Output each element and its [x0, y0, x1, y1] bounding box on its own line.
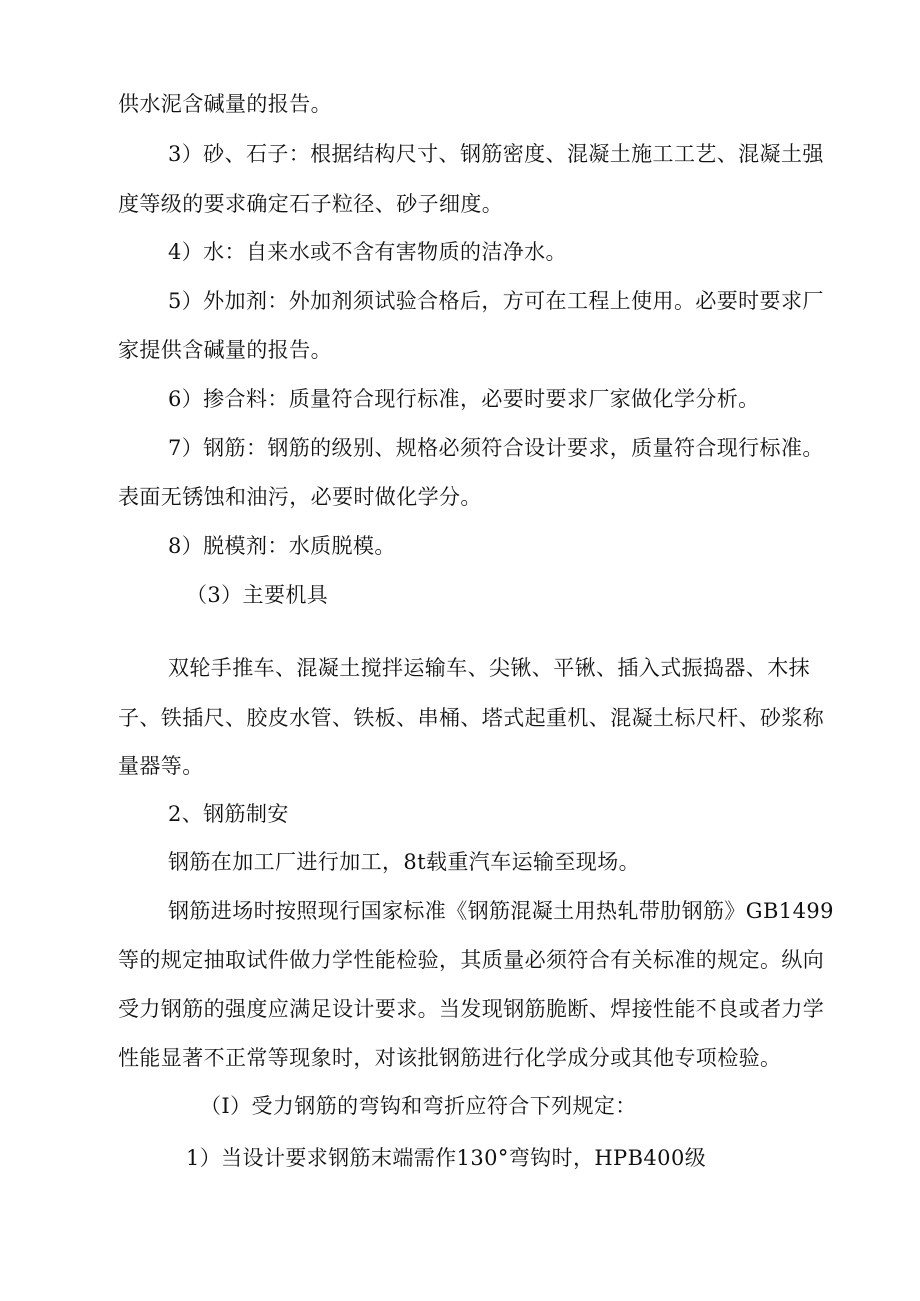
- text-line: 5）外加剂：外加剂须试验合格后，方可在工程上使用。必要时要求厂: [168, 289, 824, 313]
- text-line: 度等级的要求确定石子粒径、砂子细度。: [118, 192, 504, 216]
- text-line: 3）砂、石子：根据结构尺寸、钢筋密度、混凝土施工工艺、混凝土强: [168, 142, 824, 166]
- text-line: 性能显著不正常等现象时，对该批钢筋进行化学成分或其他专项检验。: [118, 1046, 782, 1070]
- text-line: 4）水：自来水或不含有害物质的洁净水。: [168, 240, 567, 264]
- text-line: 等的规定抽取试件做力学性能检验，其质量必须符合有关标准的规定。纵向: [118, 948, 825, 972]
- text-line: 子、铁插尺、胶皮水管、铁板、串桶、塔式起重机、混凝土标尺杆、砂浆称: [118, 706, 825, 730]
- section-heading: （I）受力钢筋的弯钩和弯折应符合下列规定：: [200, 1094, 637, 1118]
- text-line: 钢筋进场时按照现行国家标准《钢筋混凝土用热轧带肋钢筋》GB1499: [168, 899, 834, 923]
- text-line: 家提供含碱量的报告。: [118, 338, 332, 362]
- text-line: 钢筋在加工厂进行加工，8t载重汽车运输至现场。: [168, 850, 640, 874]
- text-line: 6）掺合料：质量符合现行标准，必要时要求厂家做化学分析。: [168, 387, 760, 411]
- text-line: 表面无锈蚀和油污，必要时做化学分。: [118, 485, 482, 509]
- text-line: 供水泥含碱量的报告。: [118, 92, 332, 116]
- text-line: 受力钢筋的强度应满足设计要求。当发现钢筋脆断、焊接性能不良或者力学: [118, 997, 825, 1021]
- section-heading: 2、钢筋制安: [168, 802, 289, 826]
- text-line: 8）脱模剂：水质脱模。: [168, 534, 396, 558]
- text-line: 7）钢筋：钢筋的级别、规格必须符合设计要求，质量符合现行标准。: [168, 436, 824, 460]
- text-line: 1）当设计要求钢筋末端需作130°弯钩时，HPB400级: [186, 1146, 707, 1170]
- text-line: 双轮手推车、混凝土搅拌运输车、尖锹、平锹、插入式振捣器、木抹: [168, 656, 810, 680]
- section-heading: （3）主要机具: [186, 583, 329, 607]
- text-line: 量器等。: [118, 754, 204, 778]
